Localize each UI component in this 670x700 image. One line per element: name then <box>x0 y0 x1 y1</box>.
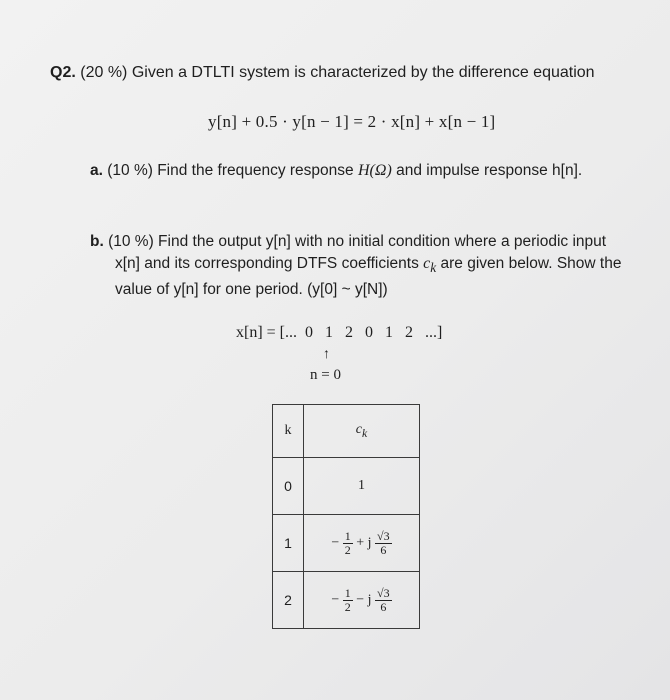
row1-num2: √3 <box>377 528 390 543</box>
part-a-text-pre: (10 %) Find the frequency response <box>107 162 354 179</box>
row2-op: − j <box>356 592 372 608</box>
row2-sign: − <box>331 592 340 608</box>
row0-ck: 1 <box>304 458 420 515</box>
header-ck <box>304 405 420 458</box>
row2-frac1 <box>343 587 353 614</box>
dtfs-coef-symbol-base: c <box>423 255 431 272</box>
part-b-line2-post: are given below. Show the <box>440 255 622 272</box>
part-a-label: a. <box>90 162 103 179</box>
difference-equation: y[n] + 0.5 · y[n − 1] = 2 · x[n] + x[n − 1] <box>208 112 496 131</box>
header-ck-base: c <box>355 422 363 438</box>
dtfs-coef-symbol-sub: k <box>430 260 437 276</box>
row1-den2: 6 <box>380 542 387 557</box>
row1-ck <box>304 515 420 572</box>
row1-frac2 <box>375 530 392 557</box>
question-number: Q2. <box>50 64 76 81</box>
row1-op: + j <box>356 535 372 551</box>
row2-k: 2 <box>273 572 304 629</box>
row2-frac2 <box>375 587 392 614</box>
part-a <box>90 160 582 182</box>
row2-den1: 2 <box>344 599 351 614</box>
row1-sign: − <box>331 535 340 551</box>
row2-den2: 6 <box>380 599 387 614</box>
table-row <box>273 458 420 515</box>
row0-k: 0 <box>273 458 304 515</box>
part-b-line2 <box>90 253 650 279</box>
table-row <box>273 572 420 629</box>
table-row <box>273 515 420 572</box>
part-b <box>90 231 650 301</box>
header-ck-sub: k <box>362 426 368 440</box>
row2-num1: 1 <box>344 585 351 600</box>
part-b-label: b. <box>90 233 104 250</box>
part-b-line1: (10 %) Find the output y[n] with no initial condition where a periodic input <box>108 233 607 250</box>
row1-den1: 2 <box>344 542 351 557</box>
row2-ck <box>304 572 420 629</box>
part-b-line2-pre: x[n] and its corresponding DTFS coefficients <box>115 255 419 272</box>
row1-frac1 <box>343 530 353 557</box>
question-header <box>50 64 595 82</box>
input-sequence: x[n] = [... 0 1 2 0 1 2 ...] <box>236 324 443 341</box>
table-header-row <box>273 405 420 458</box>
dtfs-coefficients-table <box>272 404 420 629</box>
row1-num1: 1 <box>344 528 351 543</box>
dtfs-coef-symbol <box>423 255 437 276</box>
frequency-response-symbol: H(Ω) <box>357 162 392 179</box>
up-arrow-icon: ↑ <box>323 345 330 361</box>
part-b-line3: value of y[n] for one period. (y[0] ~ y[N]) <box>115 281 388 299</box>
part-a-text-post: and impulse response h[n]. <box>396 162 583 179</box>
question-text: (20 %) Given a DTLTI system is characterized by the difference equation <box>80 64 595 81</box>
row1-k: 1 <box>273 515 304 572</box>
index-label: n = 0 <box>310 367 341 383</box>
row2-num2: √3 <box>377 585 390 600</box>
header-k: k <box>273 405 304 458</box>
